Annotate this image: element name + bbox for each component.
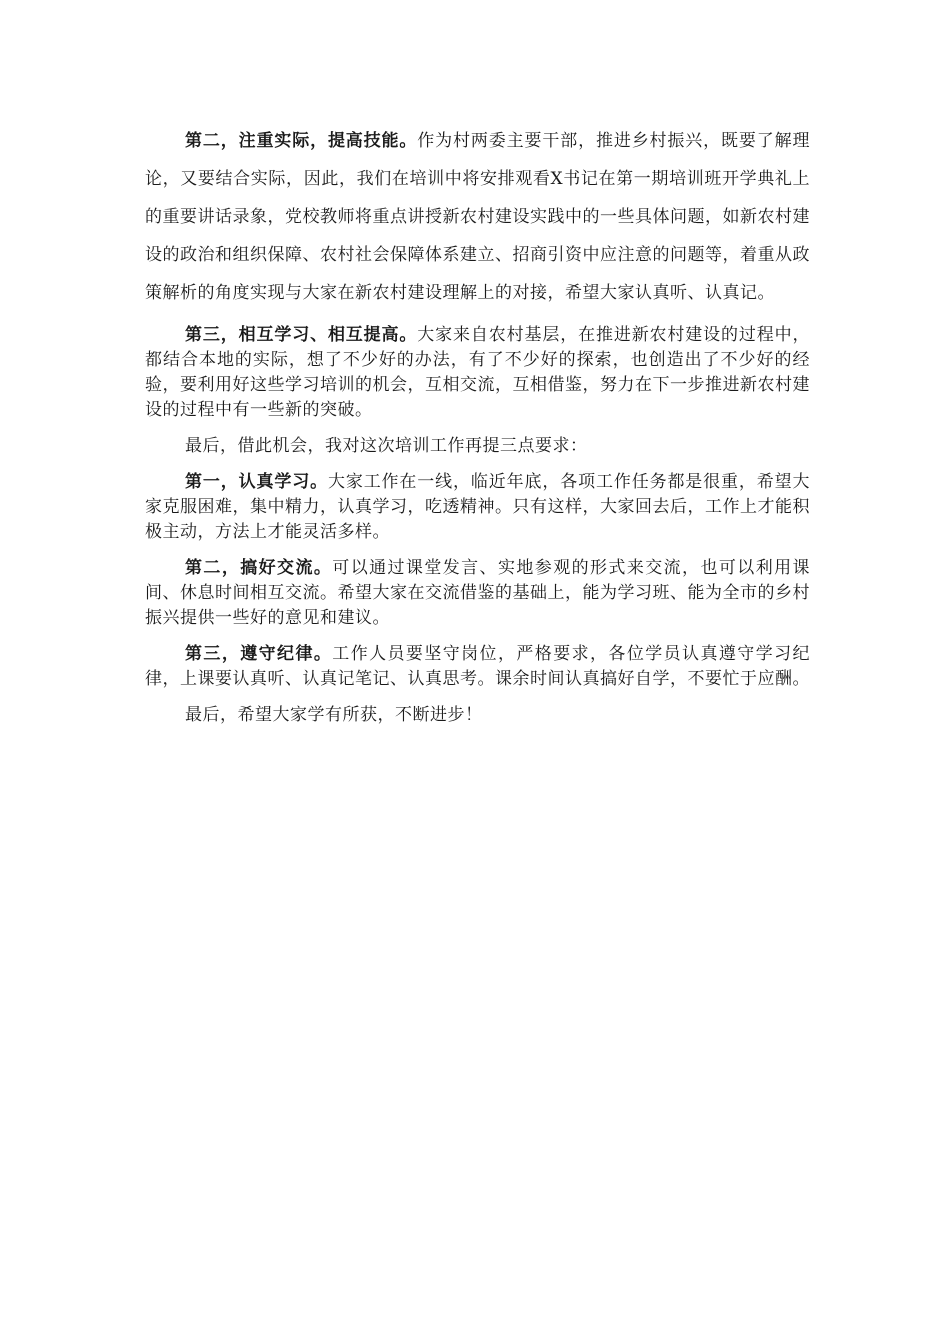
paragraph-study-seriously xyxy=(145,470,810,545)
paragraph-heading: 第二，注重实际，提高技能。 xyxy=(185,131,418,151)
paragraph-heading: 第三，相互学习、相互提高。 xyxy=(185,325,418,345)
paragraph-text: 工作人员要坚守岗位，严格要求，各位学员认真遵守学习纪律，上课要认真听、认真记笔记、认真思考。课余时间认真搞好自学，不要忙于应酬。 xyxy=(145,644,811,689)
paragraph-text: 最后，借此机会，我对这次培训工作再提三点要求： xyxy=(185,436,588,456)
paragraph-text: 最后，希望大家学有所获，不断进步！ xyxy=(185,705,483,725)
paragraph-heading: 第二，搞好交流。 xyxy=(185,558,333,578)
paragraph-text: 作为村两委主要干部，推进乡村振兴，既要了解理论，又要结合实际，因此，我们在培训中将安排观看X书记在第一期培训班开学典礼上的重要讲话录象，党校教师将重点讲授新农村建设实践中的一些具体问题，如新农村建设的政治和组织保障、农村社会保障体系建立、招商引资中应注意的问题等，着重从政策解析的角度实现与大家在新农村建设理解上的对接，希望大家认真听、认真记。 xyxy=(145,131,811,303)
paragraph-mutual-learning xyxy=(145,323,810,423)
paragraph-practice-skills xyxy=(145,122,810,312)
paragraph-text: 大家来自农村基层，在推进新农村建设的过程中，都结合本地的实际，想了不少好的办法，有了不少好的探索，也创造出了不少好的经验，要利用好这些学习培训的机会，互相交流，互相借鉴，努力在下一步推进新农村建设的过程中有一些新的突破。 xyxy=(145,325,811,420)
paragraph-text: 可以通过课堂发言、实地参观的形式来交流，也可以利用课间、休息时间相互交流。希望大家在交流借鉴的基础上，能为学习班、能为全市的乡村振兴提供一些好的意见和建议。 xyxy=(145,558,811,628)
paragraph-heading: 第一，认真学习。 xyxy=(185,472,328,492)
document-body xyxy=(145,122,810,739)
paragraph-three-requirements xyxy=(145,434,810,459)
paragraph-text: 大家工作在一线，临近年底，各项工作任务都是很重，希望大家克服困难，集中精力，认真学习，吃透精神。只有这样，大家回去后，工作上才能积极主动，方法上才能灵活多样。 xyxy=(145,472,811,542)
paragraph-heading: 第三，遵守纪律。 xyxy=(185,644,333,664)
paragraph-exchange-well xyxy=(145,556,810,631)
paragraph-closing xyxy=(145,703,810,728)
paragraph-observe-discipline xyxy=(145,642,810,692)
